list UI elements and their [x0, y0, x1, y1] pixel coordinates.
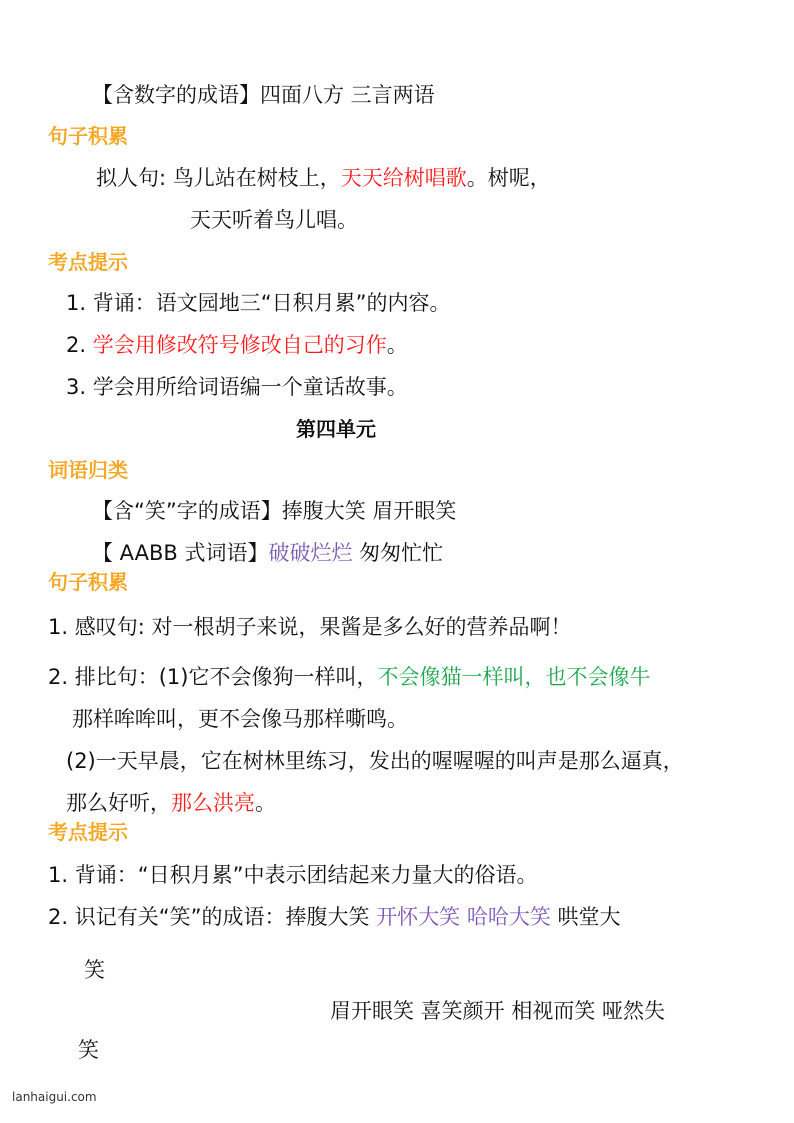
aabb-word-line	[92, 538, 443, 568]
point-2-highlight: 学会用修改符号修改自己的习作	[92, 333, 387, 357]
exam-point-2-more-idioms: 眉开眼笑 喜笑颜开 相视而笑 哑然失	[330, 999, 666, 1023]
point-3: 3. 学会用所给词语编一个童话故事。	[66, 375, 408, 399]
heading-exam-points: 考点提示	[48, 250, 128, 274]
parallel-2-end: 。	[255, 791, 276, 815]
exam-point-2-rest: 哄堂大	[550, 905, 621, 929]
parallel-sentence-2-continued	[66, 788, 276, 818]
laugh-idiom-line: 【含“笑”字的成语】捧腹大笑 眉开眼笑	[92, 499, 457, 523]
exam-point-2-wrap-2: 笑	[78, 1038, 99, 1062]
exam-point-2	[48, 902, 621, 932]
personify-highlight: 天天给树唱歌	[340, 166, 467, 190]
exam-point-2-text: 2. 识记有关“笑”的成语：捧腹大笑	[48, 905, 377, 929]
point-1: 1. 背诵：语文园地三“日积月累”的内容。	[66, 291, 451, 315]
exam-point-2-wrap: 笑	[84, 958, 105, 982]
parallel-text: 2. 排比句：(1)它不会像狗一样叫，	[48, 665, 378, 689]
aabb-rest: 匆匆忙忙	[352, 541, 444, 565]
parallel-sentence-1-continued: 那样哞哞叫，更不会像马那样嘶鸣。	[72, 707, 408, 731]
parallel-highlight: 不会像猫一样叫，也不会像牛	[377, 665, 651, 689]
heading-exam-points-2: 考点提示	[48, 820, 128, 844]
heading-sentence-accumulation-2: 句子积累	[48, 570, 128, 594]
point-2	[66, 330, 408, 360]
unit-title: 第四单元	[296, 417, 376, 441]
heading-word-classification: 词语归类	[48, 458, 128, 482]
personify-text-end: 。树呢，	[466, 166, 551, 190]
point-2-number: 2.	[66, 333, 93, 357]
parallel-sentence-1	[48, 662, 650, 692]
footer-watermark: lanhaigui.com	[12, 1090, 97, 1104]
parallel-sentence-2: (2)一天早晨，它在树林里练习，发出的喔喔喔的叫声是那么逼真，	[66, 749, 684, 773]
personification-sentence	[96, 163, 551, 193]
idiom-number-line: 【含数字的成语】四面八方 三言两语	[92, 83, 435, 107]
point-2-end: 。	[386, 333, 408, 357]
aabb-highlight: 破破烂烂	[268, 541, 353, 565]
personification-continued: 天天听着鸟儿唱。	[190, 208, 358, 232]
heading-sentence-accumulation: 句子积累	[48, 124, 128, 148]
exam-point-2-highlight: 开怀大笑 哈哈大笑	[376, 905, 551, 929]
exam-point-1: 1. 背诵：“日积月累”中表示团结起来力量大的俗语。	[48, 863, 538, 887]
personify-text: 拟人句: 鸟儿站在树枝上，	[96, 166, 341, 190]
exclamation-sentence: 1. 感叹句: 对一根胡子来说，果酱是多么好的营养品啊！	[48, 615, 572, 639]
aabb-label: 【 AABB 式词语】	[92, 541, 269, 565]
parallel-2-text: 那么好听，	[66, 791, 171, 815]
parallel-2-highlight: 那么洪亮	[171, 791, 255, 815]
